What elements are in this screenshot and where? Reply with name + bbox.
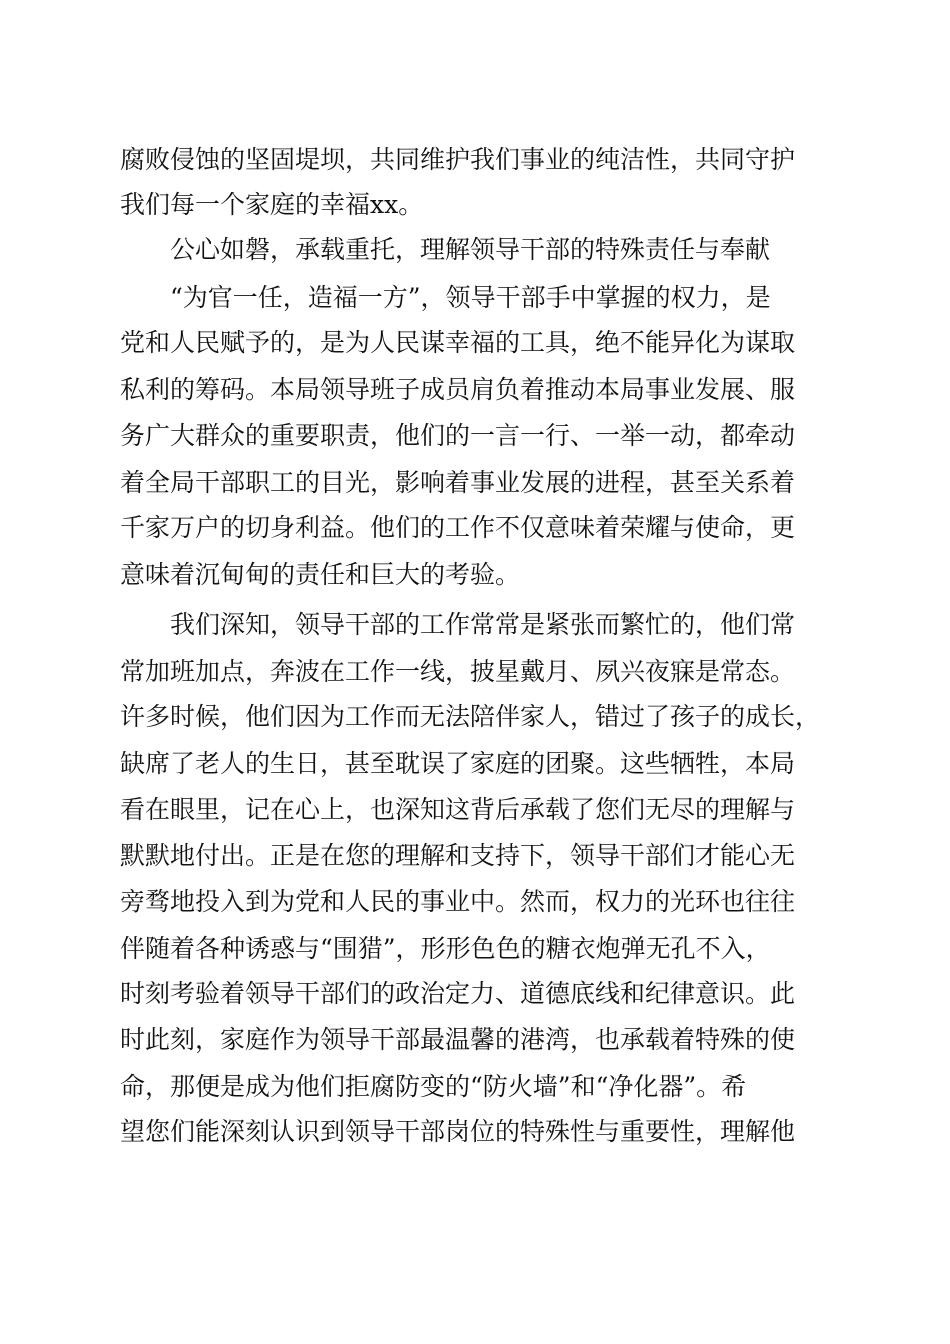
text-line: 时刻考验着领导干部们的政治定力、道德底线和纪律意识。此 — [120, 979, 796, 1008]
text-line: 我们深知，领导干部的工作常常是紧张而繁忙的，他们常 — [170, 610, 796, 639]
text-line: 时此刻，家庭作为领导干部最温馨的港湾，也承载着特殊的使 — [120, 1025, 796, 1054]
text-line: 旁骛地投入到为党和人民的事业中。然而，权力的光环也往往 — [120, 887, 796, 916]
section-heading: 公心如磐，承载重托，理解领导干部的特殊责任与奉献 — [170, 235, 771, 264]
text-line: 党和人民赋予的，是为人民谋幸福的工具，绝不能异化为谋取 — [120, 328, 796, 357]
text-line: 千家万户的切身利益。他们的工作不仅意味着荣耀与使命，更 — [120, 513, 796, 542]
text-line: “为官一任，造福一方”，领导干部手中掌握的权力，是 — [170, 283, 771, 312]
text-line: 意味着沉甸甸的责任和巨大的考验。 — [120, 560, 521, 589]
text-line: 默默地付出。正是在您的理解和支持下，领导干部们才能心无 — [120, 841, 796, 870]
text-line: 腐败侵蚀的坚固堤坝，共同维护我们事业的纯洁性，共同守护 — [120, 145, 796, 174]
text-line: 看在眼里，记在心上，也深知这背后承载了您们无尽的理解与 — [120, 795, 796, 824]
text-line: 望您们能深刻认识到领导干部岗位的特殊性与重要性，理解他 — [120, 1117, 796, 1146]
text-line: 我们每一个家庭的幸福xx。 — [120, 190, 424, 219]
text-line: 许多时候，他们因为工作而无法陪伴家人，错过了孩子的成长， — [120, 702, 821, 731]
text-line: 私利的筹码。本局领导班子成员肩负着推动本局事业发展、服 — [120, 375, 796, 404]
text-line: 伴随着各种诱惑与“围猎”，形形色色的糖衣炮弹无孔不入， — [120, 934, 771, 963]
text-line: 命，那便是成为他们拒腐防变的“防火墙”和“净化器”。希 — [120, 1072, 747, 1101]
text-line: 常加班加点，奔波在工作一线，披星戴月、夙兴夜寐是常态。 — [120, 657, 796, 686]
text-line: 务广大群众的重要职责，他们的一言一行、一举一动，都牵动 — [120, 421, 796, 450]
text-line: 着全局干部职工的目光，影响着事业发展的进程，甚至关系着 — [120, 468, 796, 497]
text-line: 缺席了老人的生日，甚至耽误了家庭的团聚。这些牺牲，本局 — [120, 749, 796, 778]
